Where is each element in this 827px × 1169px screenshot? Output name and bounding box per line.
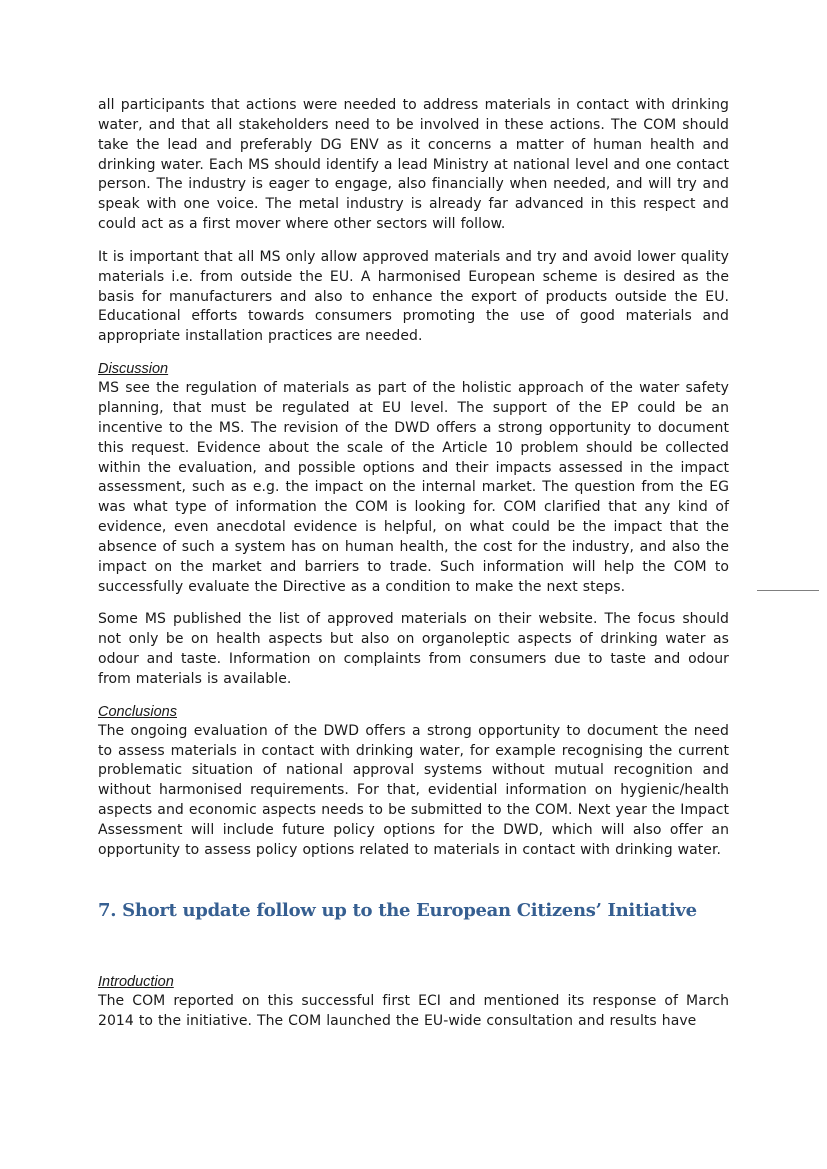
discussion-heading: Discussion — [98, 361, 169, 378]
paragraph-discussion: MS see the regulation of materials as part of the holistic approach of the water safety planning, that must be regulated at EU level. The support of the EP could be an incentive to the MS. The revision of the DWD offers a strong opportunity to document this request. Evidence about the scale of the Article 10 problem should be collected within the evaluation, and possible options and their impacts assessed in the impact assessment, such as e.g. the impact on the internal market. The question from the EG was what type of information the COM is looking for. COM clarified that any kind of evidence, even anecdotal evidence is helpful, on what could be the impact that the absence of such a system has on human health, the cost for the industry, and also the impact on the market and barriers to trade. Such information will help the COM to successfully evaluate the Directive as a condition to make the next steps. — [98, 380, 729, 595]
margin-rule — [757, 590, 819, 591]
paragraph-approved-materials: It is important that all MS only allow approved materials and try and avoid lower quality materials i.e. from outside the EU. A harmonised European scheme is desired as the basis for manufacturers and also to enhance the export of products outside the EU. Educational efforts towards consumers promoting the use of good materials and appropriate installation practices are needed. — [98, 248, 729, 345]
paragraph-conclusions: The ongoing evaluation of the DWD offers a strong opportunity to document the need to assess materials in contact with drinking water, for example recognising the current problematic situation of national approval systems without mutual recognition and without harmonised requirements. For that, evidential information on hygienic/health aspects and economic aspects needs to be submitted to the COM. Next year the Impact Assessment will include future policy options for the DWD, which will also offer an opportunity to assess policy options related to materials in contact with drinking water. — [98, 722, 729, 858]
document-page — [98, 96, 729, 1031]
introduction-heading: Introduction — [98, 973, 174, 990]
section-7-title: 7. Short update follow up to the European Citizens’ Initiative — [98, 899, 697, 921]
paragraph-stakeholders: all participants that actions were needed to address materials in contact with drinking water, and that all stakeholders need to be involved in these actions. The COM should take the lead and preferably DG ENV as it concerns a matter of human health and drinking water. Each MS should identify a lead Ministry at national level and one contact person. The industry is eager to engage, also financially when needed, and will try and speak with one voice. The metal industry is already far advanced in this respect and could act as a first mover where other sectors will follow. — [98, 97, 729, 233]
paragraph-introduction: The COM reported on this successful first ECI and mentioned its response of March 2014 to the initiative. The COM launched the EU-wide consultation and results have — [98, 992, 729, 1029]
conclusions-heading: Conclusions — [98, 703, 177, 720]
paragraph-published-lists: Some MS published the list of approved materials on their website. The focus should not only be on health aspects but also on organoleptic aspects of drinking water as odour and taste. Information on complaints from consumers due to taste and odour from materials is available. — [98, 611, 729, 687]
